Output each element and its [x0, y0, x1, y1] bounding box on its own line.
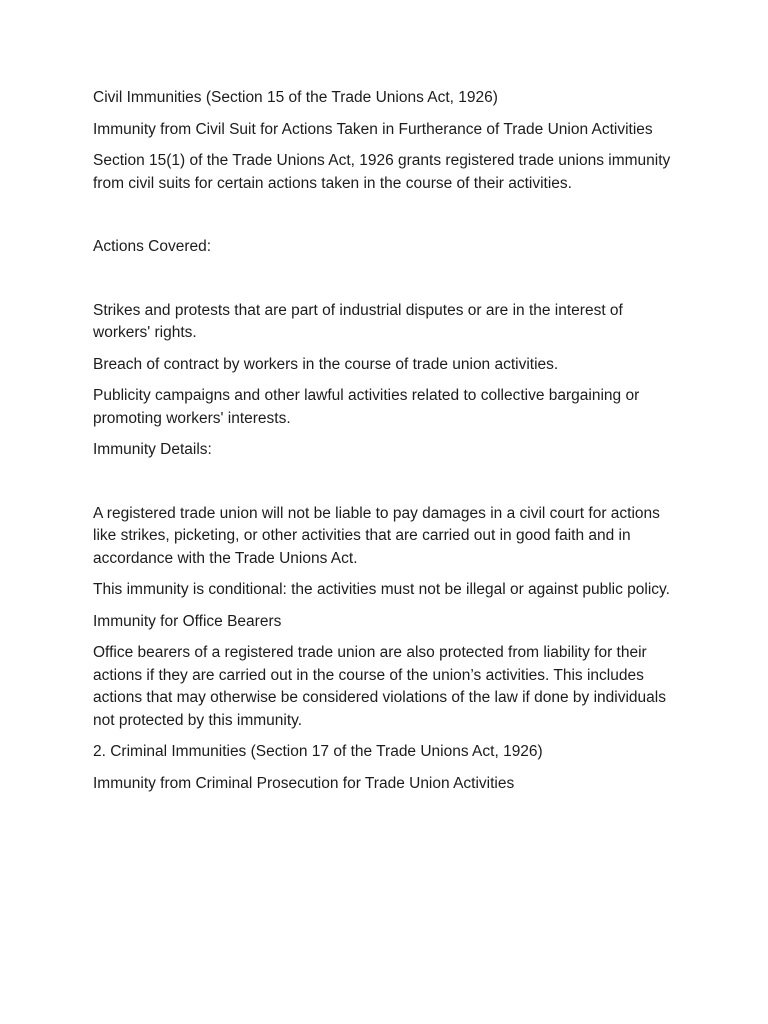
list-item-strikes-protests: Strikes and protests that are part of industrial disputes or are in the interest of workers' rights.	[93, 301, 623, 341]
list-item-publicity-campaigns: Publicity campaigns and other lawful activities related to collective bargaining or promoting workers' interests.	[93, 387, 640, 427]
section-heading-civil-immunities: Civil Immunities (Section 15 of the Trade Unions Act, 1926)	[93, 89, 498, 106]
subheading-immunity-civil-suit: Immunity from Civil Suit for Actions Taken in Furtherance of Trade Union Activities	[93, 120, 653, 138]
document-body	[93, 87, 683, 804]
heading-actions-covered: Actions Covered:	[93, 238, 212, 255]
heading-immunity-details: Immunity Details:	[93, 441, 212, 458]
paragraph-conditional-immunity: This immunity is conditional: the activities must not be illegal or against public policy.	[93, 581, 670, 598]
paragraph-no-damages: A registered trade union will not be liable to pay damages in a civil court for actions like strikes, picketing, or other activities that are carried out in good faith and in accordance with the Trade Unions Act.	[93, 504, 660, 567]
paragraph-office-bearers: Office bearers of a registered trade union are also protected from liability for their actions if they are carried out in the course of the union’s activities. This includes actions that may otherwise be considered violations of the law if done by individuals not protected by this immunity.	[93, 644, 666, 729]
subheading-immunity-criminal-prosecution: Immunity from Criminal Prosecution for Trade Union Activities	[93, 774, 515, 792]
section-heading-criminal-immunities: 2. Criminal Immunities (Section 17 of the Trade Unions Act, 1926)	[93, 743, 543, 760]
heading-office-bearers: Immunity for Office Bearers	[93, 612, 282, 630]
paragraph-section-15-1: Section 15(1) of the Trade Unions Act, 1926 grants registered trade unions immunity from civil suits for certain actions taken in the course of their activities.	[93, 152, 671, 192]
list-item-breach-of-contract: Breach of contract by workers in the course of trade union activities.	[93, 355, 559, 373]
